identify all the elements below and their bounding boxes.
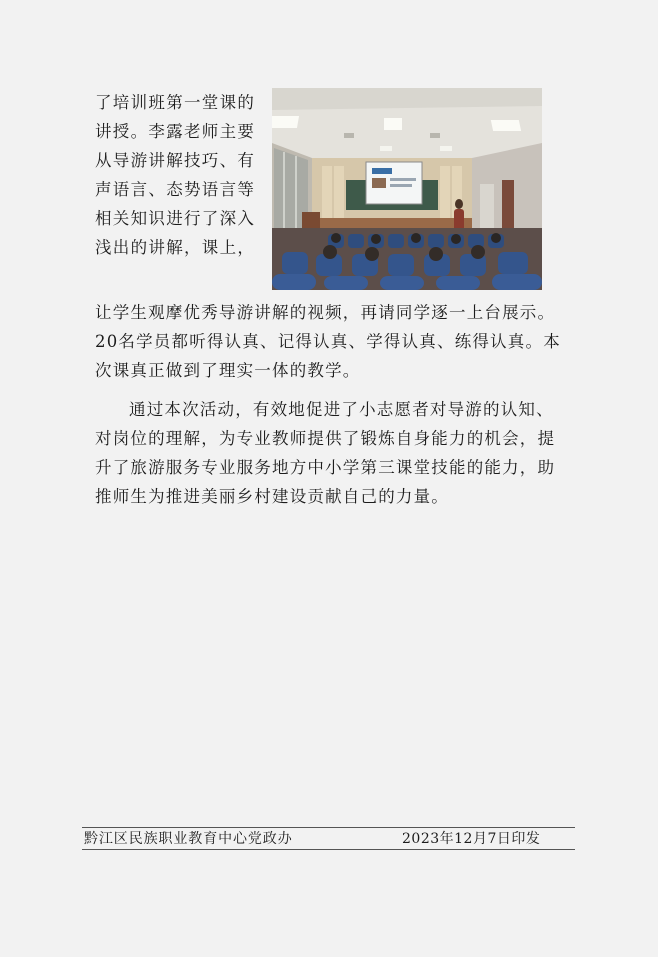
text-line: 相关知识进行了深入	[95, 209, 256, 228]
footer-date: 2023年12月7日印发	[402, 831, 541, 847]
footer-top-rule	[82, 827, 575, 828]
text-line: 讲授。李露老师主要	[95, 122, 256, 141]
classroom-photo	[272, 88, 542, 290]
text-line: 次课真正做到了理实一体的教学。	[95, 361, 361, 380]
text-line: 从导游讲解技巧、有	[95, 151, 256, 170]
text-line: 了培训班第一堂课的	[95, 93, 256, 112]
text-line: 浅出的讲解，课上，	[95, 238, 256, 257]
text-line: 推师生为推进美丽乡村建设贡献自己的力量。	[95, 487, 449, 506]
footer-issuer: 黔江区民族职业教育中心党政办	[84, 831, 293, 847]
wrapped-text-block	[95, 88, 275, 262]
footer-bottom-rule	[82, 849, 575, 850]
text-line: 升了旅游服务专业服务地方中小学第三课堂技能的能力，助	[95, 458, 556, 477]
text-line: 让学生观摩优秀导游讲解的视频，再请同学逐一上台展示。	[95, 303, 556, 322]
text-line: 声语言、态势语言等	[95, 180, 256, 199]
body-text-block	[95, 298, 585, 511]
text-line: 通过本次活动，有效地促进了小志愿者对导游的认知、	[129, 400, 554, 419]
paragraph-gap	[95, 385, 585, 395]
text-line: 20名学员都听得认真、记得认真、学得认真、练得认真。本	[95, 332, 561, 351]
text-line: 对岗位的理解，为专业教师提供了锻炼自身能力的机会，提	[95, 429, 556, 448]
